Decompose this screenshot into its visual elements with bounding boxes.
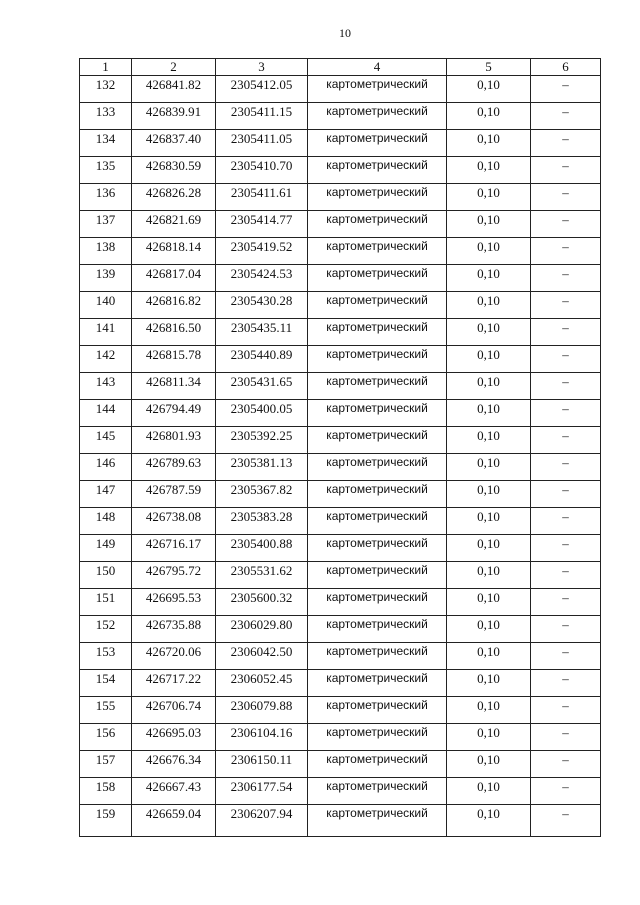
y-coordinate-cell: 2305411.05 xyxy=(216,130,308,157)
accuracy-cell: 0,10 xyxy=(447,211,531,238)
table-header-row xyxy=(80,59,601,76)
y-coordinate-cell: 2305383.28 xyxy=(216,508,308,535)
point-number-cell: 148 xyxy=(80,508,132,535)
table-row xyxy=(80,535,601,562)
x-coordinate-cell: 426659.04 xyxy=(132,805,216,837)
x-coordinate-cell: 426841.82 xyxy=(132,76,216,103)
method-cell: картометрический xyxy=(308,184,447,211)
y-coordinate-cell: 2305414.77 xyxy=(216,211,308,238)
point-number-cell: 159 xyxy=(80,805,132,837)
point-number-cell: 136 xyxy=(80,184,132,211)
point-number-cell: 144 xyxy=(80,400,132,427)
point-number-cell: 142 xyxy=(80,346,132,373)
accuracy-cell: 0,10 xyxy=(447,346,531,373)
point-number-cell: 138 xyxy=(80,238,132,265)
y-coordinate-cell: 2306150.11 xyxy=(216,751,308,778)
accuracy-cell: 0,10 xyxy=(447,373,531,400)
accuracy-cell: 0,10 xyxy=(447,130,531,157)
table-row xyxy=(80,184,601,211)
table-row xyxy=(80,346,601,373)
method-cell: картометрический xyxy=(308,805,447,837)
table-row xyxy=(80,400,601,427)
note-cell: – xyxy=(531,319,601,346)
method-cell: картометрический xyxy=(308,346,447,373)
method-cell: картометрический xyxy=(308,616,447,643)
table-row xyxy=(80,319,601,346)
note-cell: – xyxy=(531,238,601,265)
table-row xyxy=(80,481,601,508)
table-row xyxy=(80,751,601,778)
note-cell: – xyxy=(531,562,601,589)
x-coordinate-cell: 426735.88 xyxy=(132,616,216,643)
method-cell: картометрический xyxy=(308,76,447,103)
point-number-cell: 137 xyxy=(80,211,132,238)
x-coordinate-cell: 426720.06 xyxy=(132,643,216,670)
table-row xyxy=(80,724,601,751)
x-coordinate-cell: 426816.82 xyxy=(132,292,216,319)
method-cell: картометрический xyxy=(308,373,447,400)
point-number-cell: 147 xyxy=(80,481,132,508)
method-cell: картометрический xyxy=(308,535,447,562)
y-coordinate-cell: 2305531.62 xyxy=(216,562,308,589)
method-cell: картометрический xyxy=(308,751,447,778)
method-cell: картометрический xyxy=(308,481,447,508)
table-row xyxy=(80,103,601,130)
point-number-cell: 154 xyxy=(80,670,132,697)
note-cell: – xyxy=(531,751,601,778)
table-row xyxy=(80,670,601,697)
x-coordinate-cell: 426811.34 xyxy=(132,373,216,400)
point-number-cell: 151 xyxy=(80,589,132,616)
x-coordinate-cell: 426706.74 xyxy=(132,697,216,724)
method-cell: картометрический xyxy=(308,319,447,346)
accuracy-cell: 0,10 xyxy=(447,157,531,184)
page-number: 10 xyxy=(339,26,351,40)
y-coordinate-cell: 2305367.82 xyxy=(216,481,308,508)
accuracy-cell: 0,10 xyxy=(447,103,531,130)
note-cell: – xyxy=(531,400,601,427)
point-number-cell: 153 xyxy=(80,643,132,670)
method-cell: картометрический xyxy=(308,670,447,697)
point-number-cell: 134 xyxy=(80,130,132,157)
accuracy-cell: 0,10 xyxy=(447,427,531,454)
y-coordinate-cell: 2306177.54 xyxy=(216,778,308,805)
accuracy-cell: 0,10 xyxy=(447,535,531,562)
accuracy-cell: 0,10 xyxy=(447,778,531,805)
table-row xyxy=(80,130,601,157)
method-cell: картометрический xyxy=(308,265,447,292)
x-coordinate-cell: 426716.17 xyxy=(132,535,216,562)
note-cell: – xyxy=(531,724,601,751)
x-coordinate-cell: 426667.43 xyxy=(132,778,216,805)
accuracy-cell: 0,10 xyxy=(447,400,531,427)
x-coordinate-cell: 426676.34 xyxy=(132,751,216,778)
accuracy-cell: 0,10 xyxy=(447,805,531,837)
column-header-6: 6 xyxy=(531,59,601,76)
coordinates-table xyxy=(79,58,601,837)
y-coordinate-cell: 2306029.80 xyxy=(216,616,308,643)
point-number-cell: 146 xyxy=(80,454,132,481)
point-number-cell: 145 xyxy=(80,427,132,454)
y-coordinate-cell: 2306207.94 xyxy=(216,805,308,837)
y-coordinate-cell: 2306104.16 xyxy=(216,724,308,751)
method-cell: картометрический xyxy=(308,778,447,805)
method-cell: картометрический xyxy=(308,400,447,427)
note-cell: – xyxy=(531,427,601,454)
note-cell: – xyxy=(531,346,601,373)
note-cell: – xyxy=(531,454,601,481)
table-row xyxy=(80,265,601,292)
note-cell: – xyxy=(531,589,601,616)
method-cell: картометрический xyxy=(308,562,447,589)
table-body xyxy=(80,76,601,837)
table-row xyxy=(80,778,601,805)
note-cell: – xyxy=(531,697,601,724)
y-coordinate-cell: 2305440.89 xyxy=(216,346,308,373)
table-row xyxy=(80,292,601,319)
method-cell: картометрический xyxy=(308,724,447,751)
point-number-cell: 158 xyxy=(80,778,132,805)
method-cell: картометрический xyxy=(308,697,447,724)
table-row xyxy=(80,373,601,400)
y-coordinate-cell: 2305400.05 xyxy=(216,400,308,427)
accuracy-cell: 0,10 xyxy=(447,265,531,292)
x-coordinate-cell: 426789.63 xyxy=(132,454,216,481)
y-coordinate-cell: 2305411.15 xyxy=(216,103,308,130)
y-coordinate-cell: 2306079.88 xyxy=(216,697,308,724)
column-header-4: 4 xyxy=(308,59,447,76)
y-coordinate-cell: 2305431.65 xyxy=(216,373,308,400)
method-cell: картометрический xyxy=(308,211,447,238)
accuracy-cell: 0,10 xyxy=(447,751,531,778)
point-number-cell: 132 xyxy=(80,76,132,103)
note-cell: – xyxy=(531,616,601,643)
point-number-cell: 156 xyxy=(80,724,132,751)
point-number-cell: 143 xyxy=(80,373,132,400)
method-cell: картометрический xyxy=(308,589,447,616)
accuracy-cell: 0,10 xyxy=(447,184,531,211)
x-coordinate-cell: 426801.93 xyxy=(132,427,216,454)
note-cell: – xyxy=(531,535,601,562)
method-cell: картометрический xyxy=(308,427,447,454)
table-row xyxy=(80,454,601,481)
table-row xyxy=(80,562,601,589)
y-coordinate-cell: 2305410.70 xyxy=(216,157,308,184)
table-row xyxy=(80,157,601,184)
x-coordinate-cell: 426795.72 xyxy=(132,562,216,589)
y-coordinate-cell: 2306052.45 xyxy=(216,670,308,697)
x-coordinate-cell: 426738.08 xyxy=(132,508,216,535)
x-coordinate-cell: 426695.53 xyxy=(132,589,216,616)
accuracy-cell: 0,10 xyxy=(447,292,531,319)
x-coordinate-cell: 426817.04 xyxy=(132,265,216,292)
method-cell: картометрический xyxy=(308,292,447,319)
y-coordinate-cell: 2305424.53 xyxy=(216,265,308,292)
note-cell: – xyxy=(531,670,601,697)
method-cell: картометрический xyxy=(308,103,447,130)
accuracy-cell: 0,10 xyxy=(447,697,531,724)
note-cell: – xyxy=(531,778,601,805)
accuracy-cell: 0,10 xyxy=(447,319,531,346)
column-header-2: 2 xyxy=(132,59,216,76)
note-cell: – xyxy=(531,805,601,837)
x-coordinate-cell: 426816.50 xyxy=(132,319,216,346)
method-cell: картометрический xyxy=(308,157,447,184)
point-number-cell: 155 xyxy=(80,697,132,724)
column-header-3: 3 xyxy=(216,59,308,76)
accuracy-cell: 0,10 xyxy=(447,562,531,589)
x-coordinate-cell: 426837.40 xyxy=(132,130,216,157)
x-coordinate-cell: 426695.03 xyxy=(132,724,216,751)
point-number-cell: 141 xyxy=(80,319,132,346)
column-header-5: 5 xyxy=(447,59,531,76)
table-row xyxy=(80,805,601,837)
table-row xyxy=(80,211,601,238)
y-coordinate-cell: 2305600.32 xyxy=(216,589,308,616)
table-row xyxy=(80,589,601,616)
method-cell: картометрический xyxy=(308,130,447,157)
note-cell: – xyxy=(531,481,601,508)
column-header-1: 1 xyxy=(80,59,132,76)
accuracy-cell: 0,10 xyxy=(447,454,531,481)
y-coordinate-cell: 2305412.05 xyxy=(216,76,308,103)
x-coordinate-cell: 426818.14 xyxy=(132,238,216,265)
x-coordinate-cell: 426830.59 xyxy=(132,157,216,184)
note-cell: – xyxy=(531,643,601,670)
table-row xyxy=(80,508,601,535)
method-cell: картометрический xyxy=(308,238,447,265)
x-coordinate-cell: 426787.59 xyxy=(132,481,216,508)
table-row xyxy=(80,427,601,454)
accuracy-cell: 0,10 xyxy=(447,724,531,751)
table-row xyxy=(80,616,601,643)
point-number-cell: 139 xyxy=(80,265,132,292)
table-row xyxy=(80,238,601,265)
accuracy-cell: 0,10 xyxy=(447,616,531,643)
accuracy-cell: 0,10 xyxy=(447,238,531,265)
accuracy-cell: 0,10 xyxy=(447,508,531,535)
x-coordinate-cell: 426821.69 xyxy=(132,211,216,238)
point-number-cell: 149 xyxy=(80,535,132,562)
note-cell: – xyxy=(531,292,601,319)
x-coordinate-cell: 426839.91 xyxy=(132,103,216,130)
point-number-cell: 140 xyxy=(80,292,132,319)
y-coordinate-cell: 2305419.52 xyxy=(216,238,308,265)
note-cell: – xyxy=(531,508,601,535)
note-cell: – xyxy=(531,211,601,238)
point-number-cell: 133 xyxy=(80,103,132,130)
table-row xyxy=(80,697,601,724)
x-coordinate-cell: 426794.49 xyxy=(132,400,216,427)
accuracy-cell: 0,10 xyxy=(447,670,531,697)
note-cell: – xyxy=(531,157,601,184)
y-coordinate-cell: 2306042.50 xyxy=(216,643,308,670)
point-number-cell: 135 xyxy=(80,157,132,184)
y-coordinate-cell: 2305400.88 xyxy=(216,535,308,562)
accuracy-cell: 0,10 xyxy=(447,481,531,508)
point-number-cell: 157 xyxy=(80,751,132,778)
note-cell: – xyxy=(531,103,601,130)
note-cell: – xyxy=(531,130,601,157)
accuracy-cell: 0,10 xyxy=(447,76,531,103)
table-row xyxy=(80,643,601,670)
y-coordinate-cell: 2305435.11 xyxy=(216,319,308,346)
x-coordinate-cell: 426815.78 xyxy=(132,346,216,373)
point-number-cell: 152 xyxy=(80,616,132,643)
y-coordinate-cell: 2305430.28 xyxy=(216,292,308,319)
table-row xyxy=(80,76,601,103)
note-cell: – xyxy=(531,184,601,211)
x-coordinate-cell: 426717.22 xyxy=(132,670,216,697)
y-coordinate-cell: 2305392.25 xyxy=(216,427,308,454)
note-cell: – xyxy=(531,265,601,292)
accuracy-cell: 0,10 xyxy=(447,589,531,616)
note-cell: – xyxy=(531,373,601,400)
method-cell: картометрический xyxy=(308,454,447,481)
method-cell: картометрический xyxy=(308,508,447,535)
point-number-cell: 150 xyxy=(80,562,132,589)
y-coordinate-cell: 2305381.13 xyxy=(216,454,308,481)
method-cell: картометрический xyxy=(308,643,447,670)
accuracy-cell: 0,10 xyxy=(447,643,531,670)
note-cell: – xyxy=(531,76,601,103)
y-coordinate-cell: 2305411.61 xyxy=(216,184,308,211)
x-coordinate-cell: 426826.28 xyxy=(132,184,216,211)
